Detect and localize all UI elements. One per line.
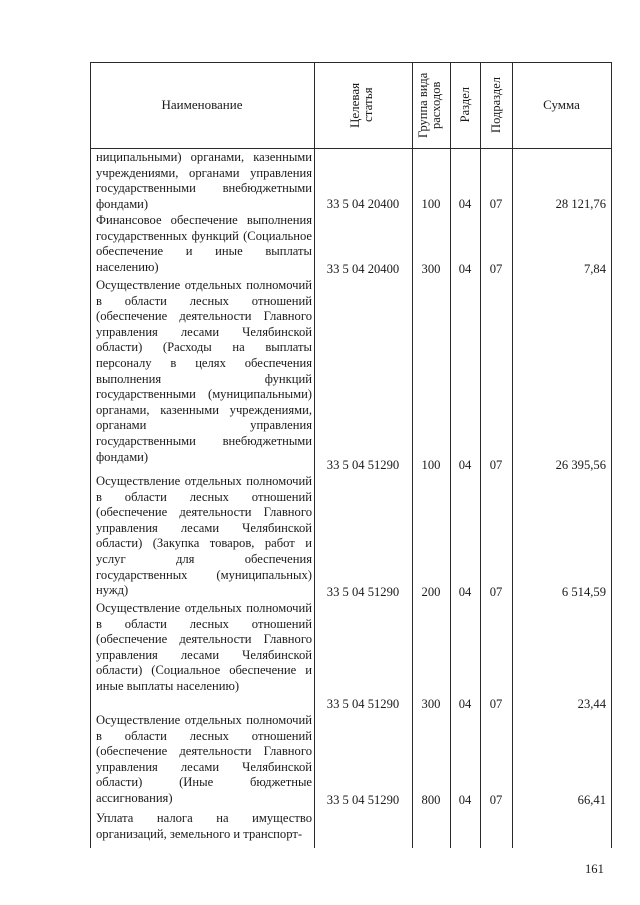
row-5-name: Осуществление отдельных полномочий в области лесных отношений (обеспечение деятельности Главного управления лесами Челябинской области) (Социальное обеспечение и иные выплаты населению) bbox=[96, 601, 312, 693]
row-6-subsection: 07 bbox=[489, 793, 503, 807]
header-target-article-text: Целевая статья bbox=[347, 82, 375, 128]
row-1-section: 04 bbox=[458, 197, 472, 211]
row-6-section: 04 bbox=[458, 793, 472, 807]
col-border-subsection bbox=[512, 62, 513, 848]
row-5-sum: 23,44 bbox=[577, 697, 606, 711]
row-4-section: 04 bbox=[458, 585, 472, 599]
row-2-code: 33 5 04 20400 bbox=[326, 262, 400, 276]
col-border-name bbox=[314, 62, 315, 848]
row-6-group: 800 bbox=[421, 793, 441, 807]
row-2-subsection: 07 bbox=[489, 262, 503, 276]
row-6-code: 33 5 04 51290 bbox=[326, 793, 400, 807]
row-5-code: 33 5 04 51290 bbox=[326, 697, 400, 711]
row-4-subsection: 07 bbox=[489, 585, 503, 599]
row-1-name: ниципальными) органами, казенными учреждениями, органами управления государственными внебюджетными фондами) bbox=[96, 150, 312, 211]
row-2-name: Финансовое обеспечение выполнения государственных функций (Социальное обеспечение и иные выплаты населению) bbox=[96, 213, 312, 274]
header-sum bbox=[512, 62, 611, 148]
row-1-sum: 28 121,76 bbox=[555, 197, 606, 211]
page-number: 161 bbox=[585, 862, 604, 876]
col-border-right bbox=[611, 62, 612, 848]
header-expense-group bbox=[412, 62, 450, 148]
row-3-name: Осуществление отдельных полномочий в области лесных отношений (обеспечение деятельности Главного управления лесами Челябинской области) (Расходы на выплаты персоналу в целях обеспечения выполнения функций государственными (муниципальными) органами, казенными учреждениями, органами управления государственными внебюджетными фондами) bbox=[96, 278, 312, 464]
row-6-sum: 66,41 bbox=[577, 793, 606, 807]
row-3-code: 33 5 04 51290 bbox=[326, 458, 400, 472]
row-7-name: Уплата налога на имущество организаций, земельного и транспорт- bbox=[96, 811, 312, 841]
header-name-text: Наименование bbox=[161, 97, 243, 112]
row-2-group: 300 bbox=[421, 262, 441, 276]
row-1-subsection: 07 bbox=[489, 197, 503, 211]
header-subsection-text: Подраздел bbox=[488, 77, 503, 133]
row-4-code: 33 5 04 51290 bbox=[326, 585, 400, 599]
row-6-name: Осуществление отдельных полномочий в области лесных отношений (обеспечение деятельности Главного управления лесами Челябинской области) (Иные бюджетные ассигнования) bbox=[96, 713, 312, 805]
row-4-sum: 6 514,59 bbox=[561, 585, 606, 599]
header-bottom-border bbox=[90, 148, 612, 149]
col-border-group bbox=[450, 62, 451, 848]
row-3-section: 04 bbox=[458, 458, 472, 472]
row-2-section: 04 bbox=[458, 262, 472, 276]
row-5-section: 04 bbox=[458, 697, 472, 711]
row-1-code: 33 5 04 20400 bbox=[326, 197, 400, 211]
col-border-section bbox=[480, 62, 481, 848]
header-sum-text: Сумма bbox=[543, 97, 580, 112]
row-1-group: 100 bbox=[421, 197, 441, 211]
row-4-group: 200 bbox=[421, 585, 441, 599]
row-3-sum: 26 395,56 bbox=[555, 458, 606, 472]
row-5-subsection: 07 bbox=[489, 697, 503, 711]
row-3-subsection: 07 bbox=[489, 458, 503, 472]
header-target-article bbox=[314, 62, 412, 148]
row-2-sum: 7,84 bbox=[583, 262, 606, 276]
header-name bbox=[90, 62, 314, 148]
header-expense-group-text: Группа вида расходов bbox=[416, 72, 443, 138]
row-5-group: 300 bbox=[421, 697, 441, 711]
header-subsection bbox=[480, 62, 512, 148]
col-border-code bbox=[412, 62, 413, 848]
header-section-text: Раздел bbox=[457, 87, 472, 123]
col-border-left bbox=[90, 62, 91, 848]
header-section bbox=[450, 62, 480, 148]
row-3-group: 100 bbox=[421, 458, 441, 472]
row-4-name: Осуществление отдельных полномочий в области лесных отношений (обеспечение деятельности Главного управления лесами Челябинской области) (Закупка товаров, работ и услуг для обеспечения государственных (муниципальных) нужд) bbox=[96, 474, 312, 598]
